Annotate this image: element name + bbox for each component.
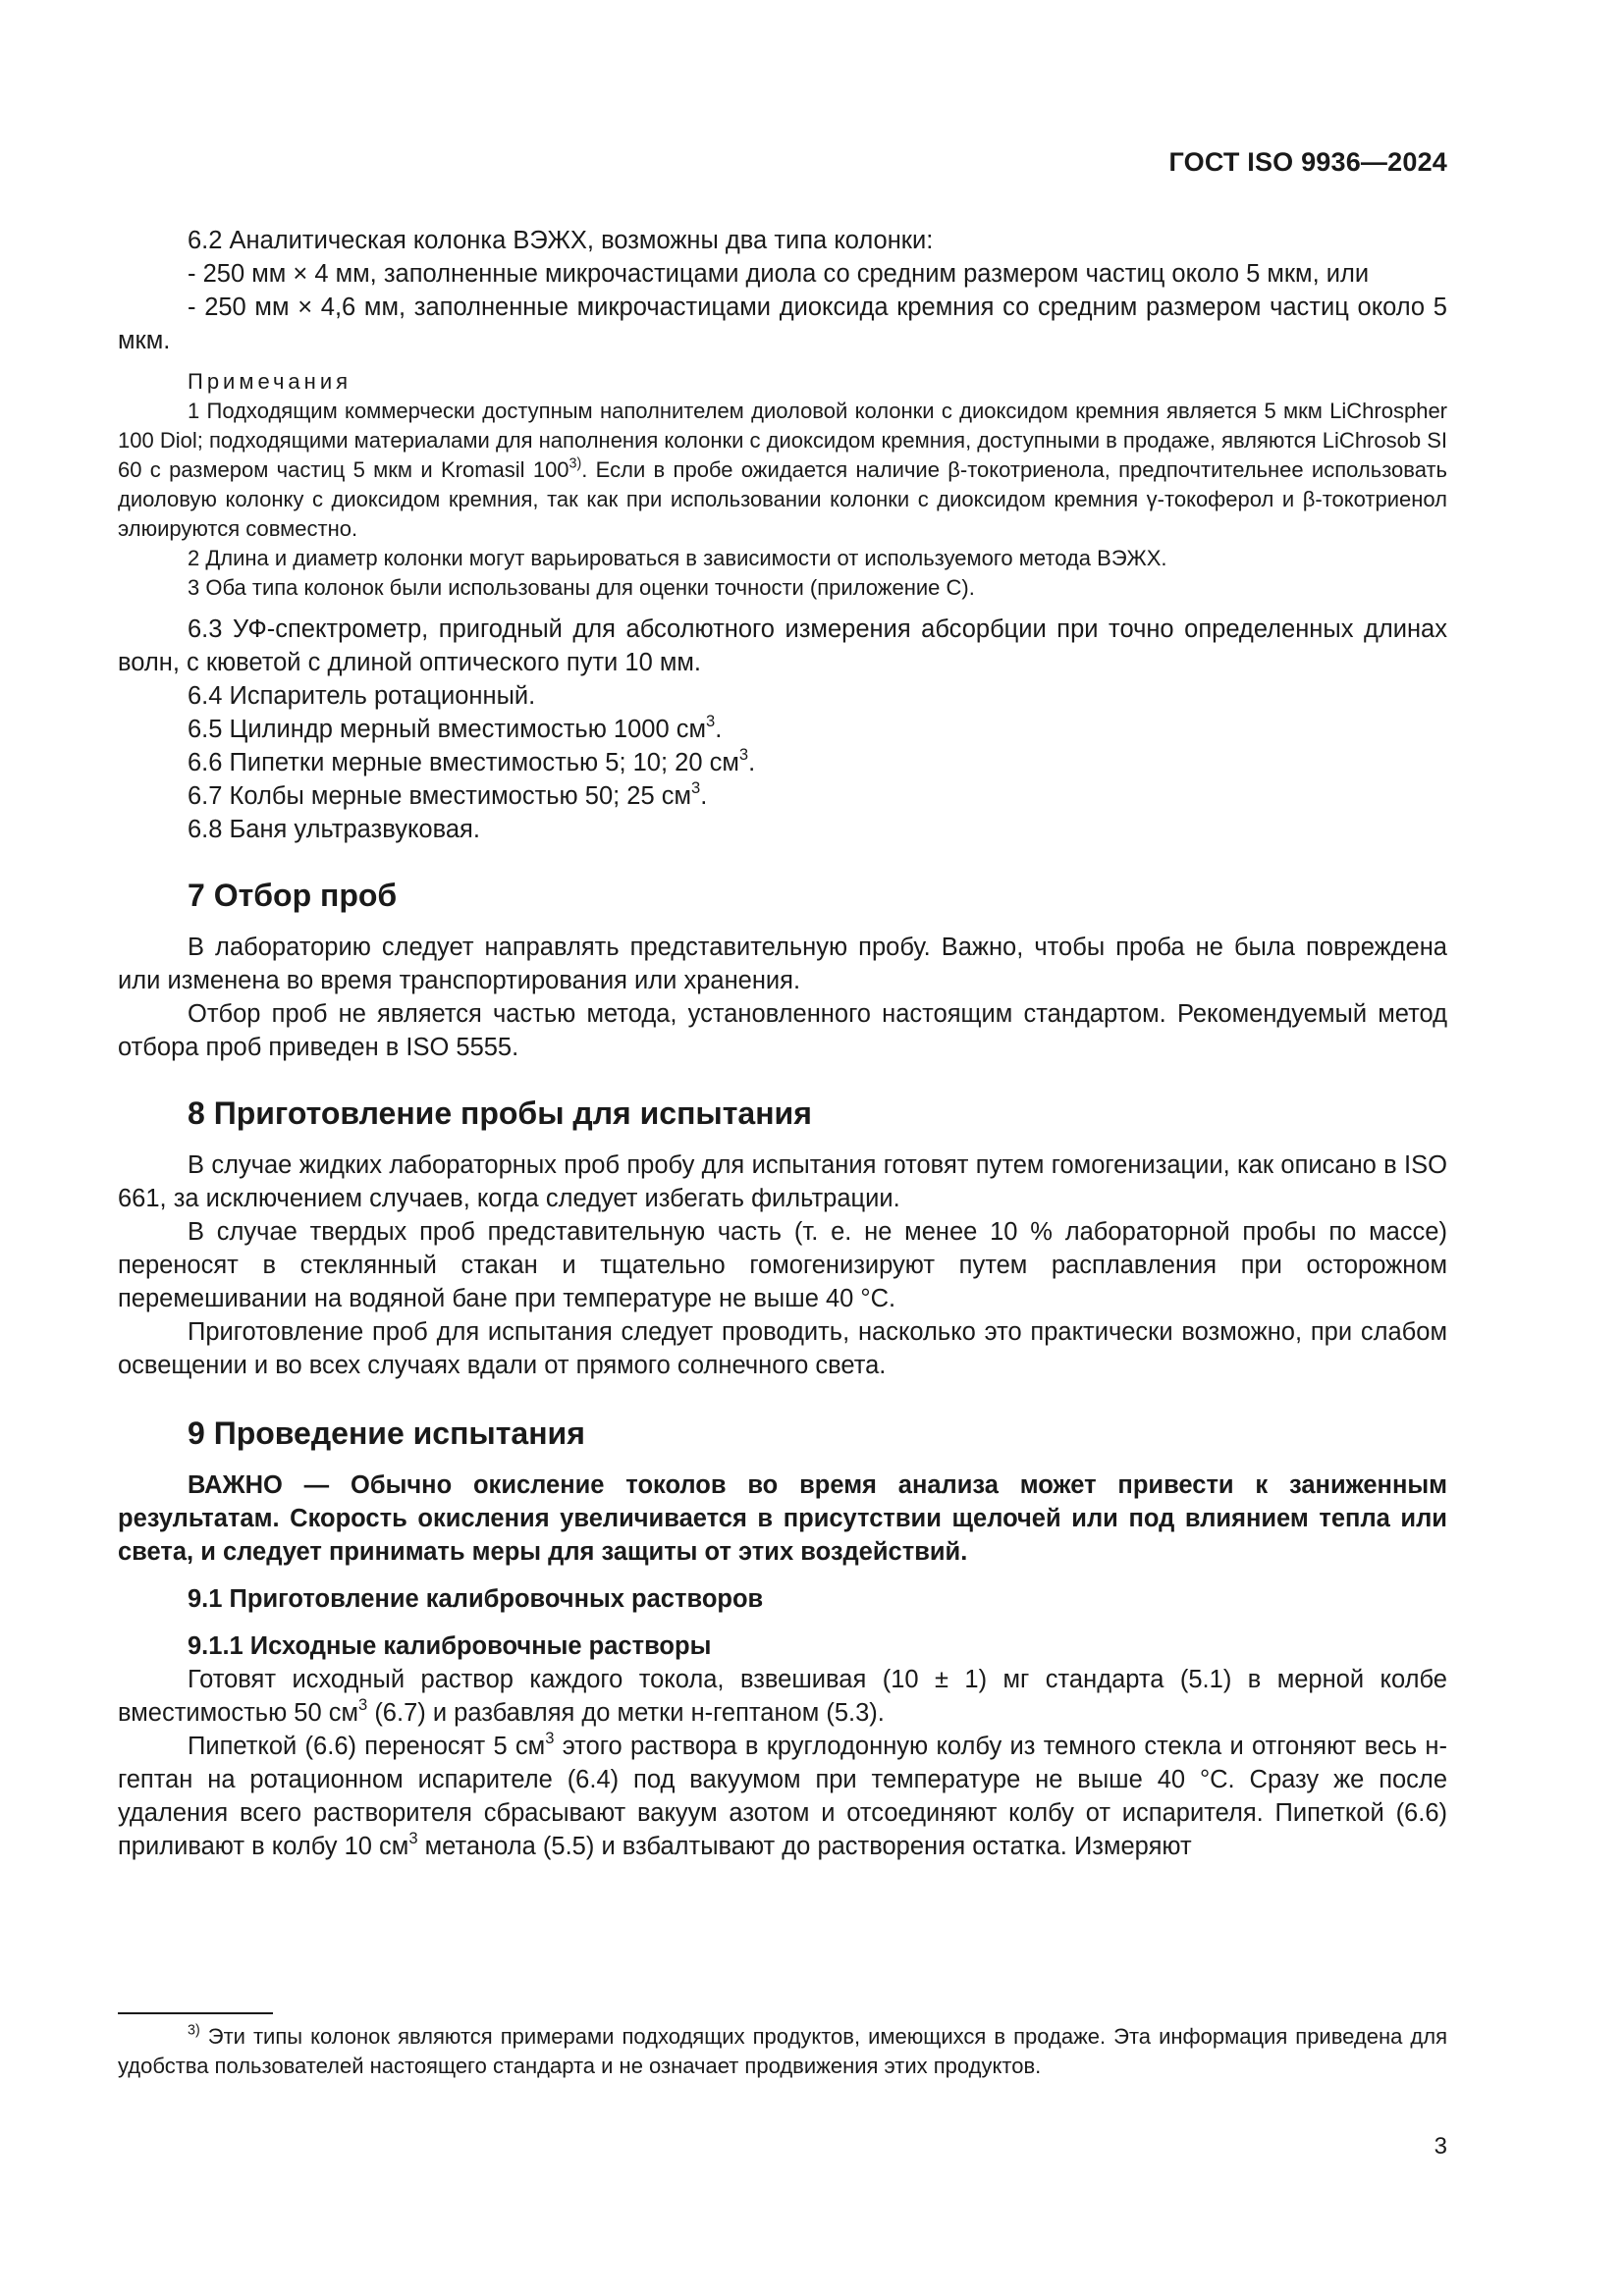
section-9-para-2 [118, 1730, 1447, 1863]
footnote-body: Эти типы колонок являются примерами подходящих продуктов, имеющихся в продаже. Эта информация приведена для удобства пользователей настоящего стандарта и не означает продвижения этих продуктов. [118, 2024, 1447, 2078]
note-3: 3 Оба типа колонок были использованы для оценки точности (приложение С). [188, 575, 975, 600]
clause-6-5-end: . [715, 716, 723, 743]
clause-6-6 [118, 746, 1447, 779]
section-9-para-2-b: этого раствора в круглодонную колбу из темного стекла и отгоняют весь н-гептан на ротационном испарителе (6.4) под вакуумом при температуре не выше 40 °С. Сразу же после удаления всего растворителя сбрасывают вакуум азотом и отсоединяют колбу от испарителя. Пипеткой (6.6) приливают в колбу 10 см [118, 1733, 1447, 1860]
footnote-divider [118, 2012, 273, 2014]
clause-6-6-end: . [748, 749, 756, 776]
column-option-2: - 250 мм × 4,6 мм, заполненные микрочастицами диоксида кремния со средним размером частиц около 5 мкм. [118, 294, 1447, 354]
footnote [118, 2022, 1447, 2081]
clause-6-5-text: 6.5 Цилиндр мерный вместимостью 1000 см [188, 716, 707, 743]
section-9-para-1-b: (6.7) и разбавляя до метки н-гептаном (5.3). [367, 1699, 885, 1727]
clause-6-8: 6.8 Баня ультразвуковая. [188, 816, 480, 843]
section-9-para-2-a: Пипеткой (6.6) переносят 5 см [188, 1733, 546, 1760]
clause-6-6-text: 6.6 Пипетки мерные вместимостью 5; 10; 20 см [188, 749, 739, 776]
clause-6-5 [118, 713, 1447, 746]
note-2: 2 Длина и диаметр колонки могут варьироваться в зависимости от используемого метода ВЭЖХ. [188, 546, 1167, 570]
section-9-para-1 [118, 1663, 1447, 1730]
column-option-1: - 250 мм × 4 мм, заполненные микрочастицами диола со средним размером частиц около 5 мкм, или [188, 260, 1370, 288]
notes-title: Примечания [188, 369, 352, 394]
superscript: 3 [408, 1829, 418, 1848]
section-7-para-2: Отбор проб не является частью метода, установленного настоящим стандартом. Рекомендуемый метод отбора проб приведен в ISO 5555. [118, 1000, 1447, 1061]
section-7-heading: 7 Отбор проб [188, 878, 398, 913]
section-7-para-1: В лабораторию следует направлять представительную пробу. Важно, чтобы проба не была повреждена или изменена во время транспортирования или хранения. [118, 934, 1447, 994]
footnote-ref: 3) [568, 455, 582, 472]
clause-6-7-text: 6.7 Колбы мерные вместимостью 50; 25 см [188, 782, 692, 810]
footnote-text [118, 2022, 1447, 2081]
section-9-para-1-a: Готовят исходный раствор каждого токола, взвешивая (10 ± 1) мг стандарта (5.1) в мерной колбе вместимостью 50 см [118, 1666, 1447, 1727]
subsection-9-1-heading: 9.1 Приготовление калибровочных растворов [188, 1585, 764, 1613]
section-8-para-3: Приготовление проб для испытания следует проводить, насколько это практически возможно, при слабом освещении и во всех случаях вдали от прямого солнечного света. [118, 1318, 1447, 1379]
clause-6-2: 6.2 Аналитическая колонка ВЭЖХ, возможны два типа колонки: [188, 227, 934, 254]
section-9-para-2-c: метанола (5.5) и взбалтывают до растворения остатка. Измеряют [417, 1833, 1192, 1860]
clause-6-7-end: . [700, 782, 708, 810]
main-content [118, 224, 1447, 1863]
superscript: 3 [706, 712, 716, 731]
section-9-heading: 9 Проведение испытания [188, 1415, 585, 1451]
superscript: 3 [545, 1729, 555, 1748]
superscript: 3 [691, 778, 701, 798]
section-8-heading: 8 Приготовление пробы для испытания [188, 1095, 812, 1131]
clause-6-7 [118, 779, 1447, 813]
footnote-mark: 3) [188, 2022, 200, 2039]
section-8-para-1: В случае жидких лабораторных проб пробу для испытания готовят путем гомогенизации, как описано в ISO 661, за исключением случаев, когда следует избегать фильтрации. [118, 1151, 1447, 1212]
document-id-header: ГОСТ ISO 9936—2024 [1168, 147, 1447, 177]
warning-paragraph: ВАЖНО — Обычно окисление токолов во время анализа может привести к заниженным результатам. Скорость окисления увеличивается в присутствии щелочей или под влиянием тепла или света, и следует принимать меры для защиты от этих воздействий. [118, 1471, 1447, 1566]
subsection-9-1-1-heading: 9.1.1 Исходные калибровочные растворы [188, 1632, 712, 1660]
section-8-para-2: В случае твердых проб представительную часть (т. е. не менее 10 % лабораторной пробы по массе) переносят в стеклянный стакан и тщательно гомогенизируют путем расплавления при осторожном перемешивании на водяной бане при температуре не выше 40 °С. [118, 1218, 1447, 1312]
clause-6-4: 6.4 Испаритель ротационный. [188, 682, 536, 710]
note-1-text-b: . Если в пробе ожидается наличие β-токотриенола, предпочтительнее использовать диоловую колонку с диоксидом кремния, так как при использовании колонки с диоксидом кремния γ-токоферол и β-токотриенол элюируются совместно. [118, 457, 1447, 541]
page-number: 3 [1434, 2133, 1447, 2160]
note-1-text-a: 1 Подходящим коммерчески доступным наполнителем диоловой колонки с диоксидом кремния является 5 мкм LiChrospher 100 Diol; подходящими материалами для наполнения колонки с диоксидом кремния, доступными в продаже, являются LiChrosob SI 60 с размером частиц 5 мкм и Kromasil 100 [118, 399, 1447, 482]
superscript: 3 [358, 1695, 368, 1715]
superscript: 3 [738, 745, 749, 765]
note-1 [118, 397, 1447, 544]
clause-6-3: 6.3 УФ-спектрометр, пригодный для абсолютного измерения абсорбции при точно определенных длинах волн, с кюветой с длиной оптического пути 10 мм. [118, 615, 1447, 676]
